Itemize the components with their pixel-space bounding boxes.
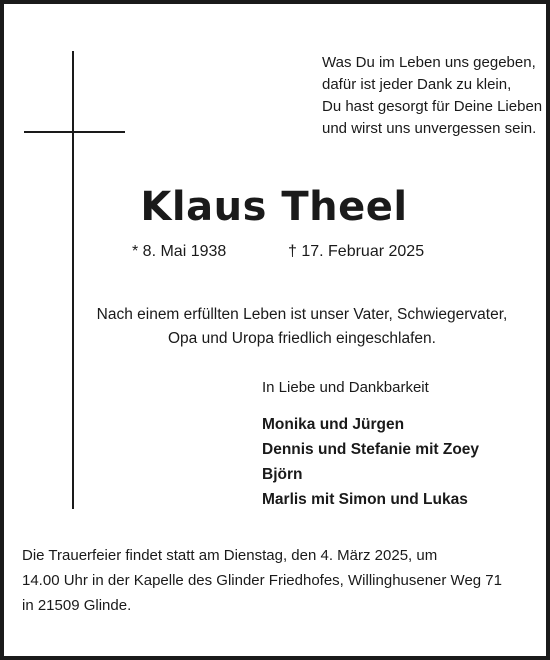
statement-line: Opa und Uropa friedlich eingeschlafen. [168, 330, 436, 347]
poem-line: dafür ist jeder Dank zu klein, [322, 76, 512, 93]
mourners-intro: In Liebe und Dankbarkeit [262, 379, 429, 396]
service-line: 14.00 Uhr in der Kapelle des Glinder Friedhofes, Willinghusener Weg 71 [22, 572, 502, 589]
mourner-name: Björn [262, 466, 303, 483]
death-date: † 17. Februar 2025 [288, 243, 425, 260]
cross-vertical-beam [72, 51, 74, 509]
cross-horizontal-beam [24, 131, 125, 133]
statement-line: Nach einem erfüllten Leben ist unser Vater, Schwiegervater, [96, 306, 508, 323]
mourner-name: Marlis mit Simon und Lukas [262, 491, 468, 508]
mourner-name: Monika und Jürgen [262, 416, 405, 433]
service-line: in 21509 Glinde. [22, 597, 132, 614]
deceased-name: Klaus Theel [140, 184, 408, 230]
poem-line: Was Du im Leben uns gegeben, [322, 54, 536, 71]
birth-date: * 8. Mai 1938 [132, 243, 227, 260]
memorial-poem [322, 52, 542, 140]
death-statement [4, 303, 550, 351]
poem-line: und wirst uns unvergessen sein. [322, 120, 537, 137]
funeral-service-info [22, 543, 502, 618]
mourner-name: Dennis und Stefanie mit Zoey [262, 441, 480, 458]
mourners-list [262, 412, 479, 512]
poem-line: Du hast gesorgt für Deine Lieben [322, 98, 543, 115]
service-line: Die Trauerfeier findet statt am Dienstag, den 4. März 2025, um [22, 547, 438, 564]
